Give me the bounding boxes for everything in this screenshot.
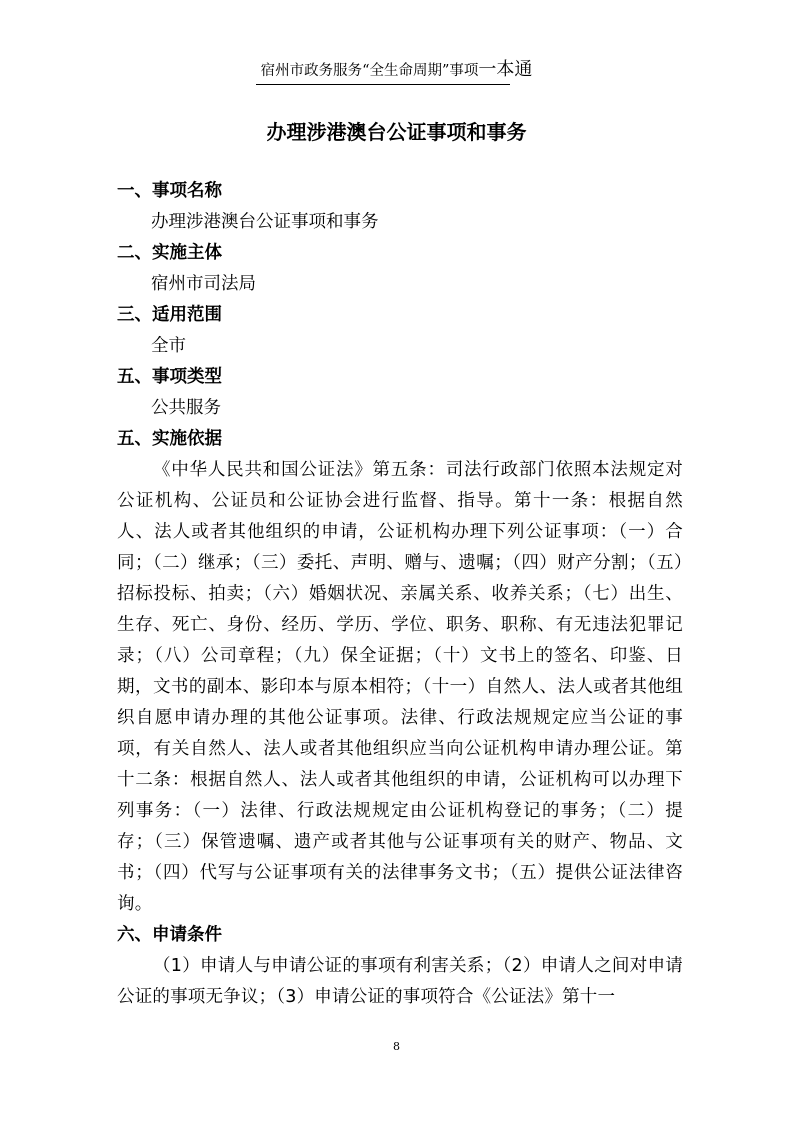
section-value-implementer: 宿州市司法局 bbox=[151, 274, 256, 294]
page-number: 8 bbox=[393, 1040, 400, 1053]
section-heading-implementer: 二、实施主体 bbox=[117, 243, 222, 263]
section-heading-scope: 三、适用范围 bbox=[117, 305, 222, 325]
document-body bbox=[117, 176, 683, 1013]
section-text-legal-basis: 《中华人民共和国公证法》第五条：司法行政部门依照本法规定对公证机构、公证员和公证协会进行监督、指导。第十一条：根据自然人、法人或者其他组织的申请，公证机构办理下列公证事项：（一）合同；（二）继承；（三）委托、声明、赠与、遗嘱；（四）财产分割；（五）招标投标、拍卖；（六）婚姻状况、亲属关系、收养关系；（七）出生、生存、死亡、身份、经历、学历、学位、职务、职称、有无违法犯罪记录；（八）公司章程；（九）保全证据；（十）文书上的签名、印鉴、日期，文书的副本、影印本与原本相符；（十一）自然人、法人或者其他组织自愿申请办理的其他公证事项。法律、行政法规规定应当公证的事项，有关自然人、法人或者其他组织应当向公证机构申请办理公证。第十二条：根据自然人、法人或者其他组织的申请，公证机构可以办理下列事务：（一）法律、行政法规规定由公证机构登记的事务；（二）提存；（三）保管遗嘱、遗产或者其他与公证事项有关的财产、物品、文书；（四）代写与公证事项有关的法律事务文书；（五）提供公证法律咨询。 bbox=[117, 460, 683, 914]
section-value-item-name: 办理涉港澳台公证事项和事务 bbox=[151, 212, 379, 232]
section-text-conditions: （1）申请人与申请公证的事项有利害关系；（2）申请人之间对申请公证的事项无争议；（3）申请公证的事项符合《公证法》第十一 bbox=[117, 956, 683, 1007]
section-value-scope: 全市 bbox=[151, 336, 186, 356]
header-prefix: 宿州市政务服务“全生命周期”事项 bbox=[260, 63, 479, 79]
document-title: 办理涉港澳台公证事项和事务 bbox=[266, 120, 527, 144]
section-heading-item-type: 五、事项类型 bbox=[117, 367, 222, 387]
section-heading-item-name: 一、事项名称 bbox=[117, 181, 222, 201]
section-heading-legal-basis: 五、实施依据 bbox=[117, 429, 222, 449]
section-heading-conditions: 六、申请条件 bbox=[117, 925, 222, 945]
section-value-item-type: 公共服务 bbox=[151, 398, 221, 418]
page-header bbox=[0, 60, 793, 81]
header-underline bbox=[256, 84, 510, 85]
header-suffix: 一本通 bbox=[478, 59, 533, 80]
